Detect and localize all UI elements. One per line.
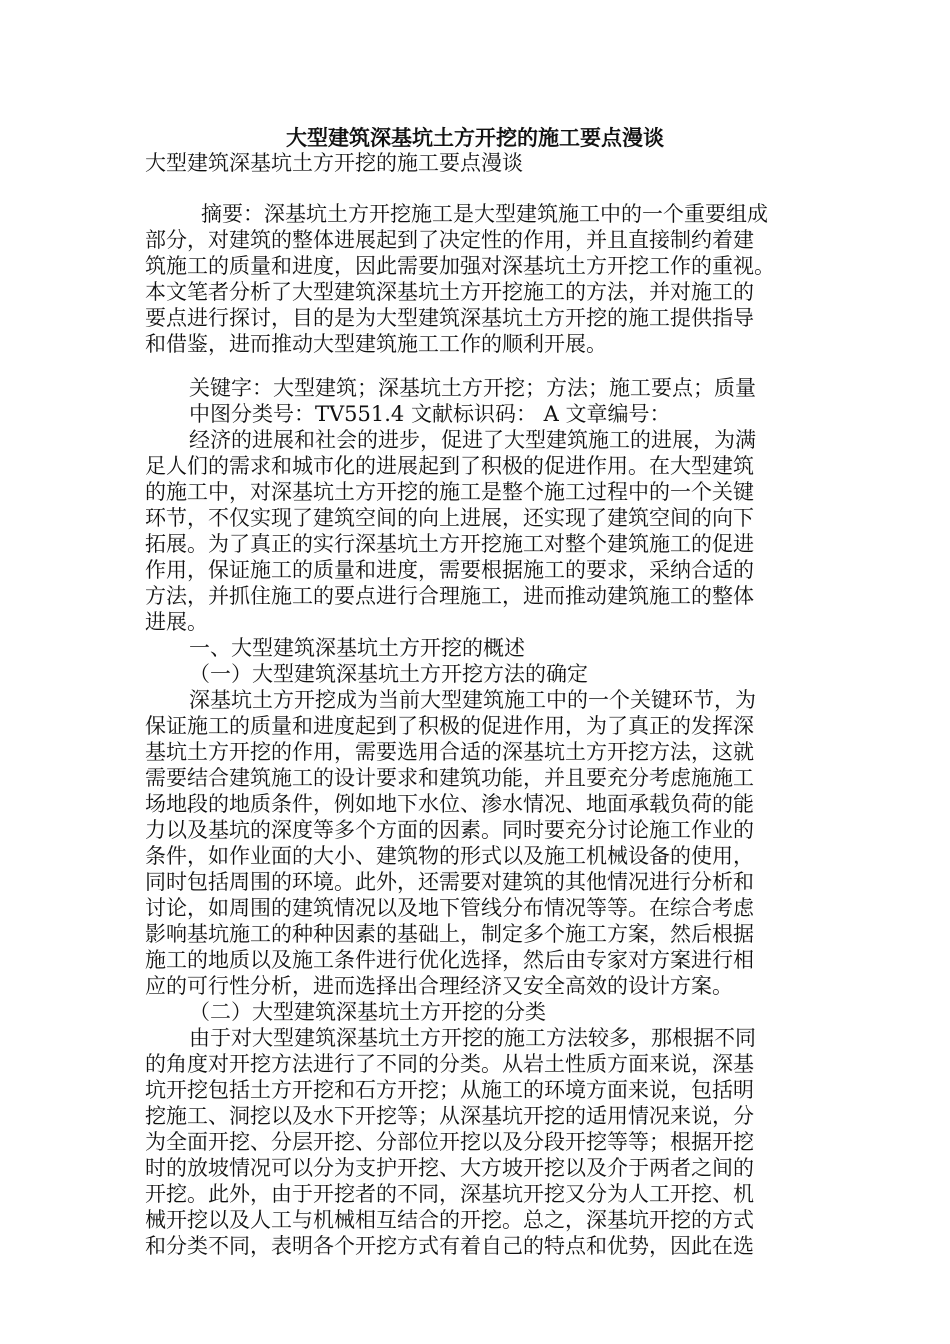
body-line: 一、大型建筑深基坑土方开挖的概述: [189, 636, 525, 660]
body-line: 同时包括周围的环境。此外，还需要对建筑的其他情况进行分析和: [145, 870, 754, 894]
body-line: 保证施工的质量和进度起到了积极的促进作用，为了真正的发挥深: [145, 714, 754, 738]
document-subtitle: 大型建筑深基坑土方开挖的施工要点漫谈: [145, 151, 523, 175]
body-line: 为全面开挖、分层开挖、分部位开挖以及分段开挖等等；根据开挖: [145, 1130, 754, 1154]
body-line: 场地段的地质条件，例如地下水位、渗水情况、地面承载负荷的能: [145, 792, 754, 816]
body-line: 部分，对建筑的整体进展起到了决定性的作用，并且直接制约着建: [145, 228, 754, 252]
body-line: 开挖。此外，由于开挖者的不同，深基坑开挖又分为人工开挖、机: [145, 1182, 754, 1206]
body-line: 足人们的需求和城市化的进展起到了积极的促进作用。在大型建筑: [145, 454, 754, 478]
body-line: 经济的进展和社会的进步，促进了大型建筑施工的进展，为满: [189, 428, 756, 452]
body-line: 由于对大型建筑深基坑土方开挖的施工方法较多，那根据不同: [189, 1026, 756, 1050]
body-line: 时的放坡情况可以分为支护开挖、大方坡开挖以及介于两者之间的: [145, 1156, 754, 1180]
body-line: 施工的地质以及施工条件进行优化选择，然后由专家对方案进行相: [145, 948, 754, 972]
body-line: 讨论，如周围的建筑情况以及地下管线分布情况等等。在综合考虑: [145, 896, 754, 920]
body-line: 要点进行探讨，目的是为大型建筑深基坑土方开挖的施工提供指导: [145, 306, 754, 330]
body-line: 摘要：深基坑土方开挖施工是大型建筑施工中的一个重要组成: [201, 202, 768, 226]
body-line: 中图分类号：TV551.4 文献标识码： A 文章编号：: [189, 402, 671, 426]
document-title: 大型建筑深基坑土方开挖的施工要点漫谈: [286, 125, 664, 150]
body-line: 影响基坑施工的种种因素的基础上，制定多个施工方案，然后根据: [145, 922, 754, 946]
body-line: 筑施工的质量和进度，因此需要加强对深基坑土方开挖工作的重视。: [145, 254, 775, 278]
body-line: （一）大型建筑深基坑土方开挖方法的确定: [189, 662, 588, 686]
body-line: 条件，如作业面的大小、建筑物的形式以及施工机械设备的使用，: [145, 844, 754, 868]
body-line: 坑开挖包括土方开挖和石方开挖；从施工的环境方面来说，包括明: [145, 1078, 754, 1102]
body-line: （二）大型建筑深基坑土方开挖的分类: [189, 1000, 546, 1024]
body-line: 的角度对开挖方法进行了不同的分类。从岩土性质方面来说，深基: [145, 1052, 754, 1076]
body-line: 力以及基坑的深度等多个方面的因素。同时要充分讨论施工作业的: [145, 818, 754, 842]
body-line: 基坑土方开挖的作用，需要选用合适的深基坑土方开挖方法，这就: [145, 740, 754, 764]
body-line: 的施工中，对深基坑土方开挖的施工是整个施工过程中的一个关键: [145, 480, 754, 504]
body-line: 需要结合建筑施工的设计要求和建筑功能，并且要充分考虑施施工: [145, 766, 754, 790]
body-line: 械开挖以及人工与机械相互结合的开挖。总之，深基坑开挖的方式: [145, 1208, 754, 1232]
body-line: 方法，并抓住施工的要点进行合理施工，进而推动建筑施工的整体: [145, 584, 754, 608]
body-line: 本文笔者分析了大型建筑深基坑土方开挖施工的方法，并对施工的: [145, 280, 754, 304]
body-line: 和分类不同，表明各个开挖方式有着自己的特点和优势，因此在选: [145, 1234, 754, 1258]
body-line: 拓展。为了真正的实行深基坑土方开挖施工对整个建筑施工的促进: [145, 532, 754, 556]
body-line: 作用，保证施工的质量和进度，需要根据施工的要求，采纳合适的: [145, 558, 754, 582]
body-line: 环节，不仅实现了建筑空间的向上进展，还实现了建筑空间的向下: [145, 506, 754, 530]
body-line: 进展。: [145, 610, 208, 634]
body-line: 深基坑土方开挖成为当前大型建筑施工中的一个关键环节，为: [189, 688, 756, 712]
body-line: 应的可行性分析，进而选择出合理经济又安全高效的设计方案。: [145, 974, 733, 998]
body-line: 关键字：大型建筑；深基坑土方开挖；方法；施工要点；质量: [189, 376, 756, 400]
body-line: 挖施工、洞挖以及水下开挖等；从深基坑开挖的适用情况来说，分: [145, 1104, 754, 1128]
body-line: 和借鉴，进而推动大型建筑施工工作的顺利开展。: [145, 332, 607, 356]
